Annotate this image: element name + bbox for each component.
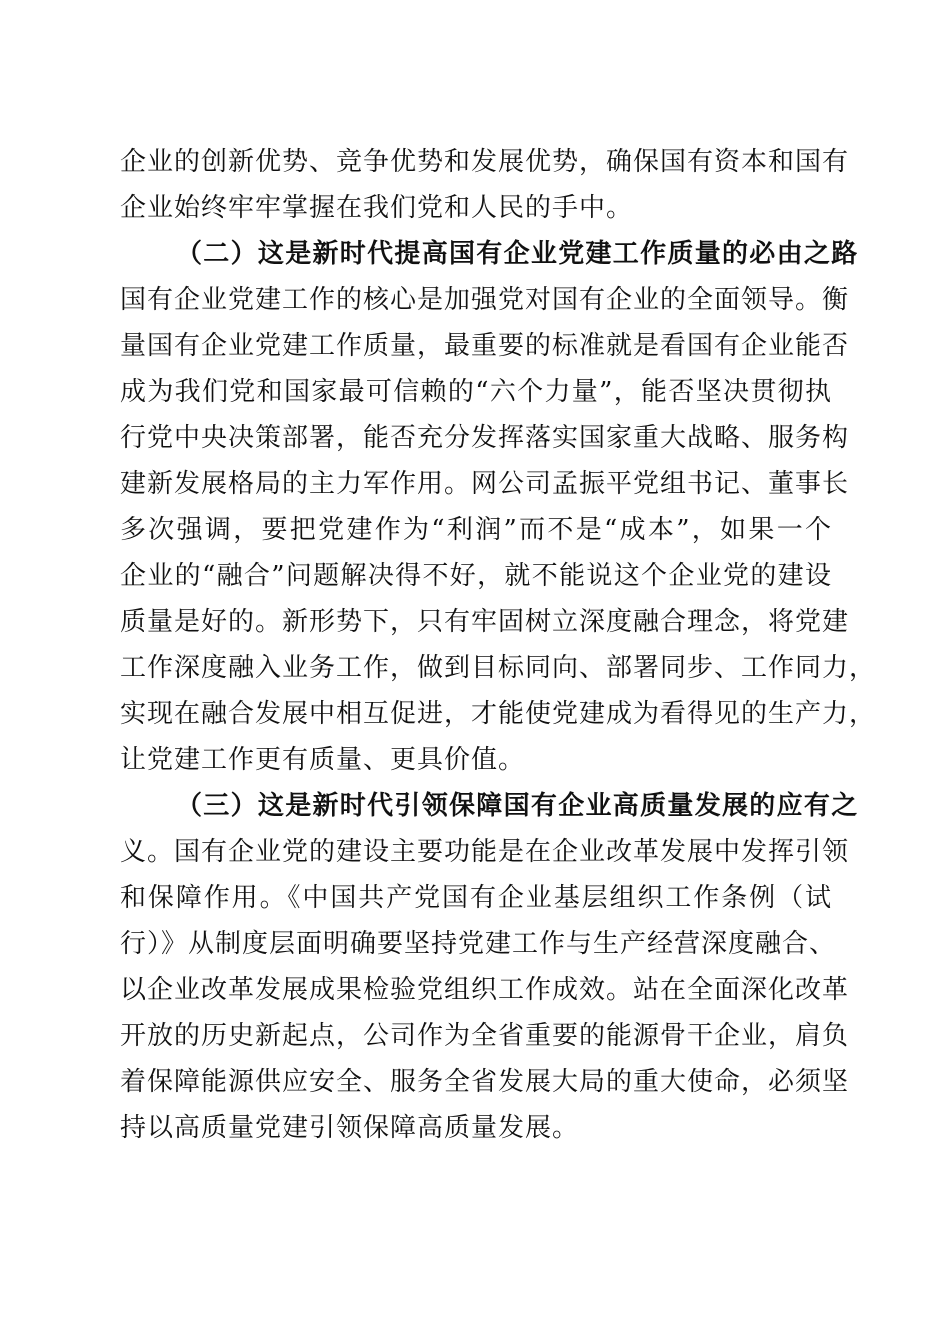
body-text-line: 成为我们党和国家最可信赖的“六个力量”，能否坚决贯彻执: [120, 377, 832, 407]
section-heading-2: （二）这是新时代提高国有企业党建工作质量的必由之路: [176, 239, 859, 269]
body-text-line: 建新发展格局的主力军作用。网公司孟振平党组书记、董事长: [120, 469, 850, 499]
body-text-line: 多次强调，要把党建作为“利润”而不是“成本”，如果一个: [120, 515, 832, 545]
body-text-line: 企业的创新优势、竞争优势和发展优势，确保国有资本和国有: [120, 147, 850, 177]
body-text-line: 开放的历史新起点，公司作为全省重要的能源骨干企业，肩负: [120, 1021, 850, 1051]
body-text-line: 企业始终牢牢掌握在我们党和人民的手中。: [120, 193, 634, 223]
body-text-line: 国有企业党建工作的核心是加强党对国有企业的全面领导。衡: [120, 285, 850, 315]
body-text-line: 以企业改革发展成果检验党组织工作成效。站在全面深化改革: [120, 975, 850, 1005]
body-text-line: 持以高质量党建引领保障高质量发展。: [120, 1113, 580, 1143]
body-text-line: 和保障作用。《中国共产党国有企业基层组织工作条例（试: [120, 883, 832, 913]
body-text-line: 义。国有企业党的建设主要功能是在企业改革发展中发挥引领: [120, 837, 850, 867]
body-text-line: 实现在融合发展中相互促进，才能使党建成为看得见的生产力，: [120, 699, 877, 729]
section-heading-3: （三）这是新时代引领保障国有企业高质量发展的应有之: [176, 791, 859, 821]
body-text-line: 企业的“融合”问题解决得不好，就不能说这个企业党的建设: [120, 561, 832, 591]
body-text-line: 着保障能源供应安全、服务全省发展大局的重大使命，必须坚: [120, 1067, 850, 1097]
body-text-line: 让党建工作更有质量、更具价值。: [120, 745, 526, 775]
body-text-line: 量国有企业党建工作质量，最重要的标准就是看国有企业能否: [120, 331, 850, 361]
body-text-line: 工作深度融入业务工作，做到目标同向、部署同步、工作同力，: [120, 653, 877, 683]
body-text-line: 行党中央决策部署，能否充分发挥落实国家重大战略、服务构: [120, 423, 850, 453]
body-text-line: 质量是好的。新形势下，只有牢固树立深度融合理念，将党建: [120, 607, 850, 637]
body-text-line: 行）》从制度层面明确要坚持党建工作与生产经营深度融合、: [120, 929, 837, 959]
